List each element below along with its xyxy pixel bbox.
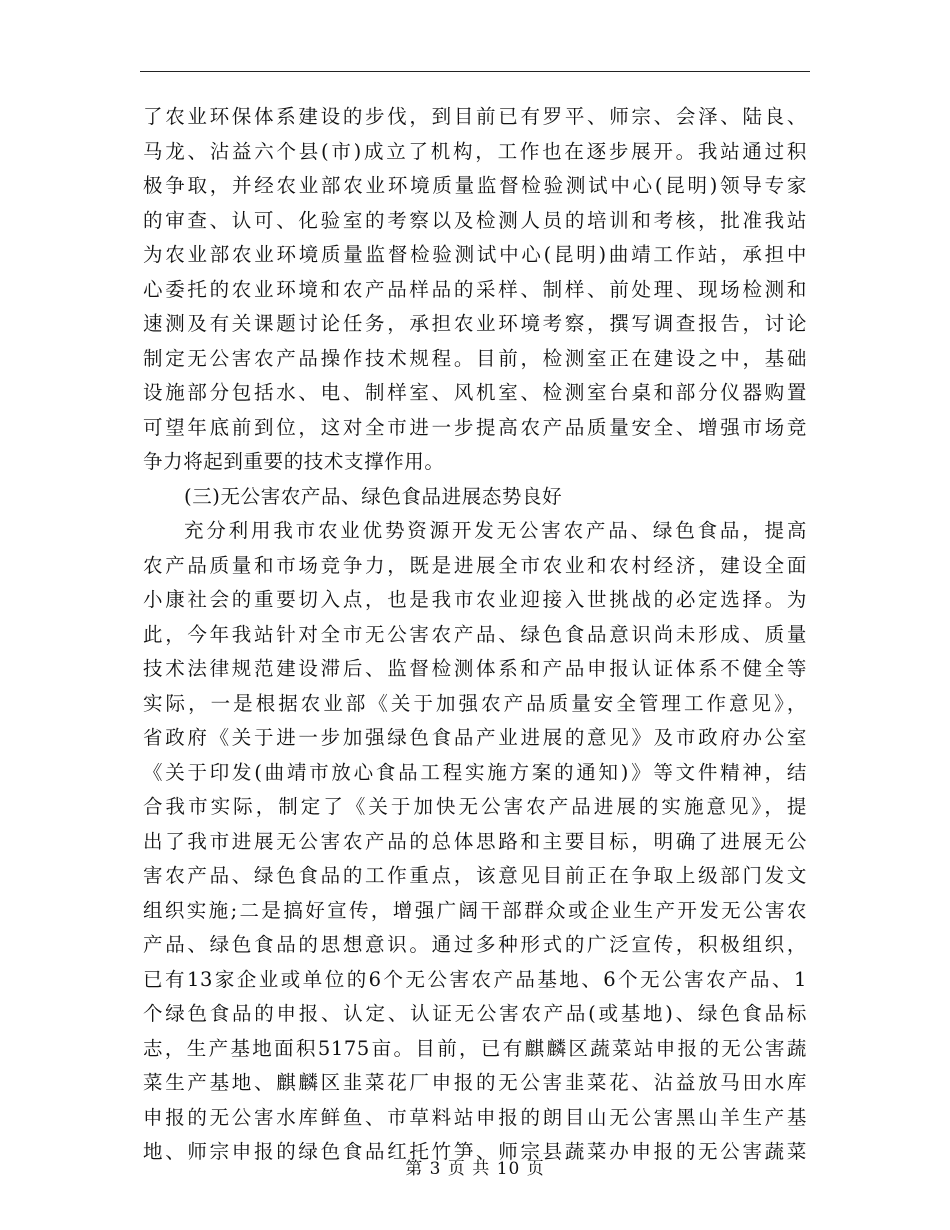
text-line: 地、师宗申报的绿色食品红托竹笋、师宗县蔬菜办申报的无公害蔬菜 — [143, 1140, 807, 1163]
text-line: 小康社会的重要切入点，也是我市农业迎接入世挑战的必定选择。为 — [143, 588, 807, 611]
text-line: 此，今年我站针对全市无公害农产品、绿色食品意识尚未形成、质量 — [143, 622, 807, 646]
text-line: 出了我市进展无公害农产品的总体思路和主要目标，明确了进展无公 — [143, 829, 807, 853]
text-line: 技术法律规范建设滞后、监督检测体系和产品申报认证体系不健全等 — [143, 657, 807, 680]
text-line: 心委托的农业环境和农产品样品的采样、制样、前处理、现场检测和 — [143, 277, 807, 301]
text-line: 极争取，并经农业部农业环境质量监督检验测试中心(昆明)领导专家 — [143, 174, 807, 197]
text-line: 可望年底前到位，这对全市进一步提高农产品质量安全、增强市场竞 — [143, 415, 807, 439]
text-line: 马龙、沾益六个县(市)成立了机构，工作也在逐步展开。我站通过积 — [143, 139, 807, 163]
text-line: 了农业环保体系建设的步伐，到目前已有罗平、师宗、会泽、陆良、 — [143, 105, 807, 128]
text-line: 省政府《关于进一步加强绿色食品产业进展的意见》及市政府办公室 — [143, 726, 807, 749]
text-line: 设施部分包括水、电、制样室、风机室、检测室台桌和部分仪器购置 — [143, 381, 807, 404]
text-line: 农产品质量和市场竞争力，既是进展全市农业和农村经济，建设全面 — [143, 553, 807, 577]
text-line: 菜生产基地、麒麟区韭菜花厂申报的无公害韭菜花、沾益放马田水库 — [143, 1071, 807, 1094]
text-line: 实际，一是根据农业部《关于加强农产品质量安全管理工作意见》， — [143, 691, 807, 715]
page-footer: 第 3 页 共 10 页 — [405, 1159, 545, 1179]
paragraph-1 — [143, 100, 807, 480]
text-line: 申报的无公害水库鲜鱼、市草料站申报的朗目山无公害黑山羊生产基 — [143, 1105, 807, 1129]
section-heading: (三)无公害农产品、绿色食品进展态势良好 — [184, 484, 563, 508]
text-line: 争力将起到重要的技术支撑作用。 — [143, 450, 445, 473]
text-line: 速测及有关课题讨论任务，承担农业环境考察，撰写调查报告，讨论 — [143, 312, 807, 335]
text-line: 《关于印发(曲靖市放心食品工程实施方案的通知)》等文件精神，结 — [143, 760, 807, 784]
text-line: 为农业部农业环境质量监督检验测试中心(昆明)曲靖工作站，承担中 — [143, 243, 807, 266]
paragraph-2 — [143, 514, 807, 1170]
text-line: 的审查、认可、化验室的考察以及检测人员的培训和考核，批准我站 — [143, 208, 807, 232]
document-body — [143, 100, 807, 1170]
text-line: 志，生产基地面积5175亩。目前，已有麒麟区蔬菜站申报的无公害蔬 — [143, 1036, 807, 1060]
text-line: 害农产品、绿色食品的工作重点，该意见目前正在争取上级部门发文 — [143, 864, 807, 887]
text-line: 个绿色食品的申报、认定、认证无公害农产品(或基地)、绿色食品标 — [143, 1002, 807, 1025]
text-line: 合我市实际，制定了《关于加快无公害农产品进展的实施意见》，提 — [143, 795, 807, 818]
text-line: 组织实施;二是搞好宣传，增强广阔干部群众或企业生产开发无公害农 — [143, 898, 807, 922]
header-rule — [140, 71, 810, 72]
text-line: 已有13家企业或单位的6个无公害农产品基地、6个无公害农产品、1 — [143, 967, 807, 991]
text-line: 充分利用我市农业优势资源开发无公害农产品、绿色食品，提高 — [184, 519, 807, 542]
text-line: 制定无公害农产品操作技术规程。目前，检测室正在建设之中，基础 — [143, 346, 807, 370]
text-line: 产品、绿色食品的思想意识。通过多种形式的广泛宣传，积极组织， — [143, 933, 807, 956]
